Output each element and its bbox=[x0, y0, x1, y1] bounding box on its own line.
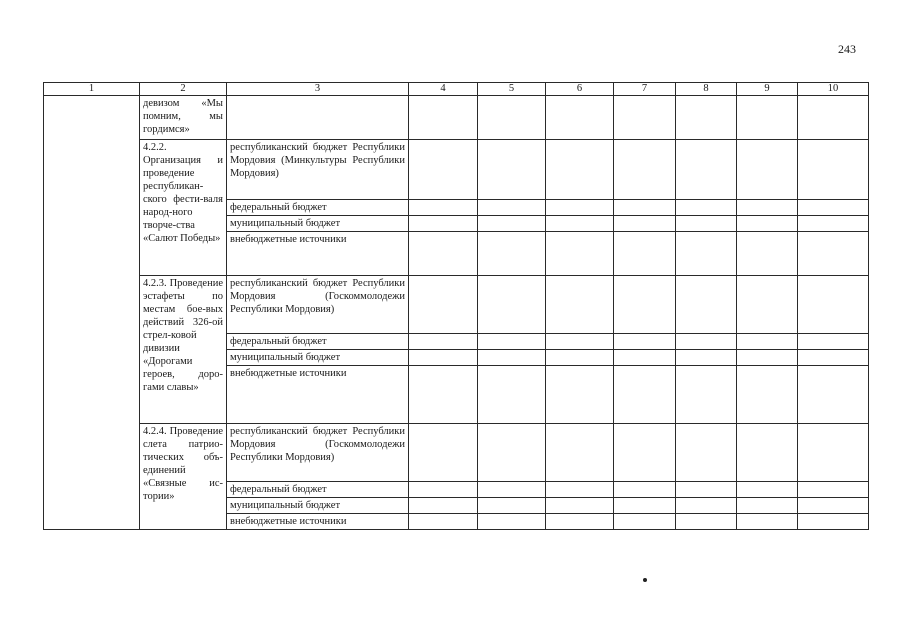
column-header: 8 bbox=[676, 83, 737, 96]
table-row bbox=[44, 276, 869, 334]
activity-title: 4.2.4. Проведение слета патрио-тических объ-единений «Связные ис-тории» bbox=[140, 424, 227, 530]
page-number: 243 bbox=[838, 42, 856, 56]
funding-source: внебюджетные источники bbox=[227, 232, 409, 276]
empty-cell bbox=[44, 96, 140, 530]
column-header: 1 bbox=[44, 83, 140, 96]
funding-source: федеральный бюджет bbox=[227, 334, 409, 350]
activity-continuation: девизом «Мы помним, мы гордимся» bbox=[140, 96, 227, 140]
column-header: 2 bbox=[140, 83, 227, 96]
funding-source: муниципальный бюджет bbox=[227, 216, 409, 232]
scan-speck bbox=[643, 578, 647, 582]
table-row bbox=[44, 140, 869, 200]
column-header: 7 bbox=[614, 83, 676, 96]
funding-source: федеральный бюджет bbox=[227, 482, 409, 498]
funding-source: республиканский бюджет Республики Мордовия (Минкультуры Республики Мордовия) bbox=[227, 140, 409, 200]
funding-source: муниципальный бюджет bbox=[227, 498, 409, 514]
column-header: 3 bbox=[227, 83, 409, 96]
column-number-row bbox=[44, 83, 869, 96]
table-row bbox=[44, 424, 869, 482]
funding-source: республиканский бюджет Республики Мордовия (Госкоммолодежи Республики Мордовия) bbox=[227, 276, 409, 334]
funding-source: внебюджетные источники bbox=[227, 514, 409, 530]
table-row bbox=[44, 96, 869, 140]
column-header: 6 bbox=[546, 83, 614, 96]
activity-title: 4.2.3. Проведение эстафеты по местам бое-вых действий 326-ой стрел-ковой дивизии «Дорогами героев, доро-гами славы» bbox=[140, 276, 227, 424]
funding-source: муниципальный бюджет bbox=[227, 350, 409, 366]
column-header: 9 bbox=[737, 83, 798, 96]
column-header: 5 bbox=[478, 83, 546, 96]
funding-source: республиканский бюджет Республики Мордовия (Госкоммолодежи Республики Мордовия) bbox=[227, 424, 409, 482]
activity-title: 4.2.2. Организация и проведение республикан-ского фести-валя народ-ного творче-ства «Салют Победы» bbox=[140, 140, 227, 276]
funding-source: федеральный бюджет bbox=[227, 200, 409, 216]
column-header: 4 bbox=[409, 83, 478, 96]
funding-source: внебюджетные источники bbox=[227, 366, 409, 424]
program-table bbox=[43, 82, 869, 530]
column-header: 10 bbox=[798, 83, 869, 96]
